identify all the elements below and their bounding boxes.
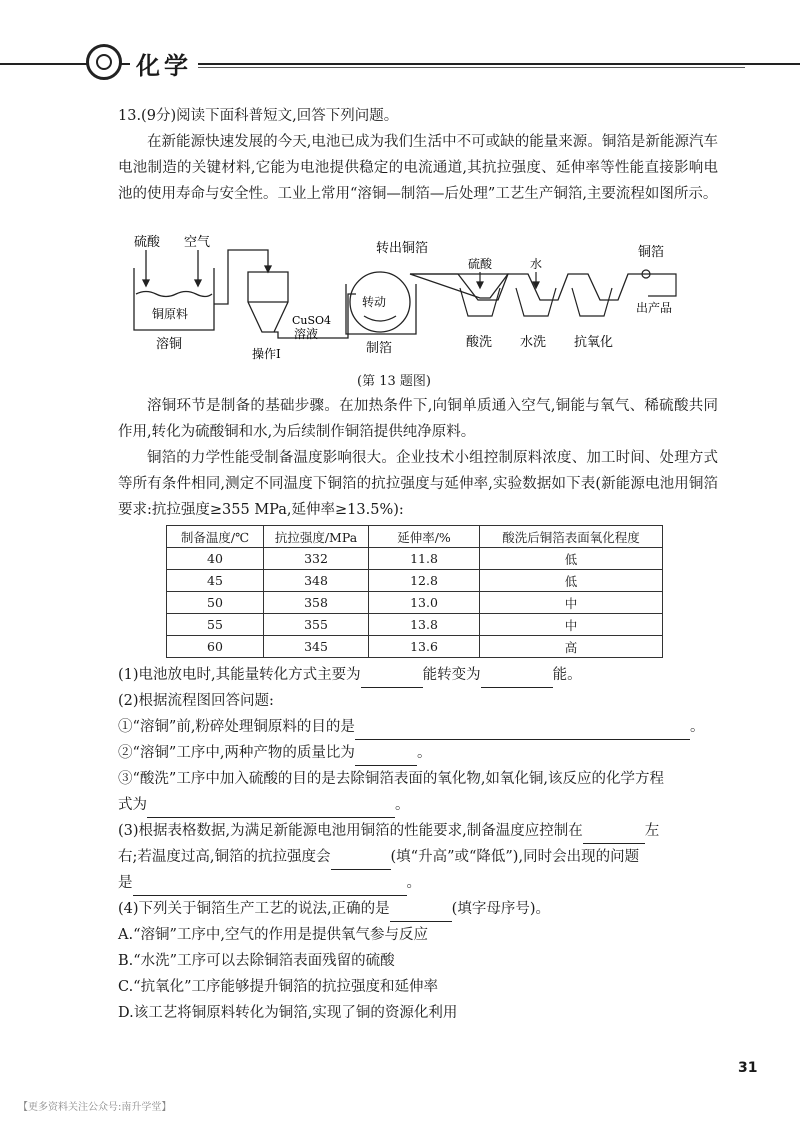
label-water-wash: 水洗: [520, 335, 547, 350]
q1-blank-1[interactable]: [361, 671, 423, 688]
q4-text-b: (填字母序号)。: [451, 901, 550, 917]
label-foil: 铜箔: [638, 245, 665, 260]
q1-line: [118, 662, 582, 688]
q4-blank[interactable]: [390, 905, 452, 922]
figure-caption: (第 13 题图): [357, 374, 431, 389]
table-row: [167, 548, 663, 570]
q2-2-line: [118, 740, 431, 766]
table-cell: 高: [480, 636, 663, 658]
page-number: 31: [738, 1060, 758, 1076]
option-c: C.“抗氧化”工序能够提升铜箔的抗拉强度和延伸率: [118, 979, 439, 995]
q2-2-end: 。: [416, 745, 432, 761]
table-cell: 60: [167, 636, 264, 658]
q2-heading: (2)根据流程图回答问题:: [118, 693, 274, 709]
table-cell: 12.8: [369, 570, 480, 592]
table-cell: 345: [264, 636, 369, 658]
paragraph-dissolve: 溶铜环节是制备的基础步骤。在加热条件下,向铜单质通入空气,铜能与氧气、稀硫酸共同作用,转化为硫酸铜和水,为后续制作铜箔提供纯净原料。: [118, 398, 718, 440]
label-product: 出产品: [636, 301, 673, 315]
table-row: [167, 614, 663, 636]
q4-line: [118, 896, 550, 922]
table-cell: 355: [264, 614, 369, 636]
q2-3-line-b: [118, 792, 410, 818]
q3-line-b: [118, 844, 639, 870]
table-cell: 中: [480, 614, 663, 636]
label-water: 水: [530, 257, 543, 271]
table-cell: 348: [264, 570, 369, 592]
q1-text-b: 能转变为: [422, 667, 481, 683]
header-rule-thin: [185, 67, 745, 68]
q1-text-c: 能。: [552, 667, 582, 683]
table-header: 抗拉强度/MPa: [264, 526, 369, 548]
q3-line: [118, 818, 659, 844]
table-cell: 中: [480, 592, 663, 614]
subject-logo-icon: [86, 44, 122, 80]
table-row: [167, 570, 663, 592]
label-solution: 溶液: [294, 327, 319, 341]
q2-2-text: ②“溶铜”工序中,两种产物的质量比为: [118, 745, 355, 761]
q2-1-line: [118, 714, 704, 740]
q3-text-a: (3)根据表格数据,为满足新能源电池用铜箔的性能要求,制备温度应控制在: [118, 823, 583, 839]
table-cell: 11.8: [369, 548, 480, 570]
table-header: 制备温度/℃: [167, 526, 264, 548]
table-cell: 13.0: [369, 592, 480, 614]
q1-blank-2[interactable]: [481, 671, 553, 688]
table-row: [167, 636, 663, 658]
table-header: 延伸率/%: [369, 526, 480, 548]
table-cell: 低: [480, 570, 663, 592]
label-rotate: 转动: [362, 295, 387, 309]
q2-1-text: ①“溶铜”前,粉碎处理铜原料的目的是: [118, 719, 355, 735]
table-cell: 13.8: [369, 614, 480, 636]
q2-3-text-b: 式为: [118, 797, 147, 813]
option-b: B.“水洗”工序可以去除铜箔表面残留的硫酸: [118, 953, 395, 969]
electrolytic-drum: [346, 272, 648, 334]
table-row: [167, 592, 663, 614]
paragraph-temperature: 铜箔的力学性能受制备温度影响很大。企业技术小组控制原料浓度、加工时间、处理方式等所有条件相同,测定不同温度下铜箔的抗拉强度与延伸率,实验数据如下表(新能源电池用铜箔要求:抗拉强度≥355 MPa,延伸率≥13.5%):: [118, 450, 718, 518]
question-title: 13.(9分)阅读下面科普短文,回答下列问题。: [118, 108, 399, 124]
q3-blank-2[interactable]: [331, 853, 391, 870]
label-take-out: 转出铜箔: [376, 241, 429, 256]
label-dissolve: 溶铜: [156, 337, 183, 352]
q2-3-end: 。: [395, 797, 410, 813]
footer-note: 【更多资料关注公众号:南升学堂】: [18, 1102, 172, 1113]
label-air: 空气: [184, 235, 211, 250]
label-anti-ox: 抗氧化: [574, 335, 614, 350]
q2-1-end: 。: [689, 719, 705, 735]
paragraph-intro: 在新能源快速发展的今天,电池已成为我们生活中不可或缺的能量来源。铜箔是新能源汽车电池制造的关键材料,它能为电池提供稳定的电流通道,其抗拉强度、延伸率等性能直接影响电池的使用寿命与安全性。工业上常用“溶铜—制箔—后处理”工艺生产铜箔,主要流程如图所示。: [118, 134, 718, 202]
q1-text-a: (1)电池放电时,其能量转化方式主要为: [118, 667, 361, 683]
label-op1: 操作Ⅰ: [252, 347, 281, 361]
q3-text-d: (填“升高”或“降低”),同时会出现的问题: [390, 849, 640, 865]
q2-3-line: ③“酸洗”工序中加入硫酸的目的是去除铜箔表面的氧化物,如氧化铜,该反应的化学方程: [118, 771, 665, 787]
label-acid-wash: 酸洗: [466, 335, 493, 350]
experiment-table: [166, 525, 663, 658]
table-cell: 55: [167, 614, 264, 636]
q2-1-blank[interactable]: [355, 723, 690, 740]
table-cell: 45: [167, 570, 264, 592]
q3-blank-1[interactable]: [583, 827, 645, 844]
option-a: A.“溶铜”工序中,空气的作用是提供氧气参与反应: [118, 927, 429, 943]
table-cell: 50: [167, 592, 264, 614]
table-cell: 332: [264, 548, 369, 570]
table-cell: 13.6: [369, 636, 480, 658]
table-cell: 低: [480, 548, 663, 570]
option-d: D.该工艺将铜原料转化为铜箔,实现了铜的资源化利用: [118, 1005, 458, 1021]
table-cell: 358: [264, 592, 369, 614]
label-acid2: 硫酸: [468, 257, 493, 271]
table-cell: 40: [167, 548, 264, 570]
process-flow-diagram: [128, 234, 680, 364]
table-header-row: [167, 526, 663, 548]
q2-2-blank[interactable]: [355, 749, 417, 766]
q2-3-blank[interactable]: [147, 801, 395, 818]
q3-blank-3[interactable]: [133, 879, 407, 896]
q4-text-a: (4)下列关于铜箔生产工艺的说法,正确的是: [118, 901, 390, 917]
label-make: 制箔: [366, 341, 393, 356]
q3-text-c: 右;若温度过高,铜箔的抗拉强度会: [118, 849, 331, 865]
q3-text-f: 。: [406, 875, 421, 891]
q3-line-c: [118, 870, 421, 896]
table-header: 酸洗后铜箔表面氧化程度: [480, 526, 663, 548]
q3-text-e: 是: [118, 875, 133, 891]
q3-text-b: 左: [644, 823, 660, 839]
label-acid: 硫酸: [134, 235, 161, 250]
subject-title: 化学: [130, 46, 198, 81]
label-raw: 铜原料: [152, 307, 189, 321]
label-cuso4: CuSO4: [292, 314, 332, 327]
